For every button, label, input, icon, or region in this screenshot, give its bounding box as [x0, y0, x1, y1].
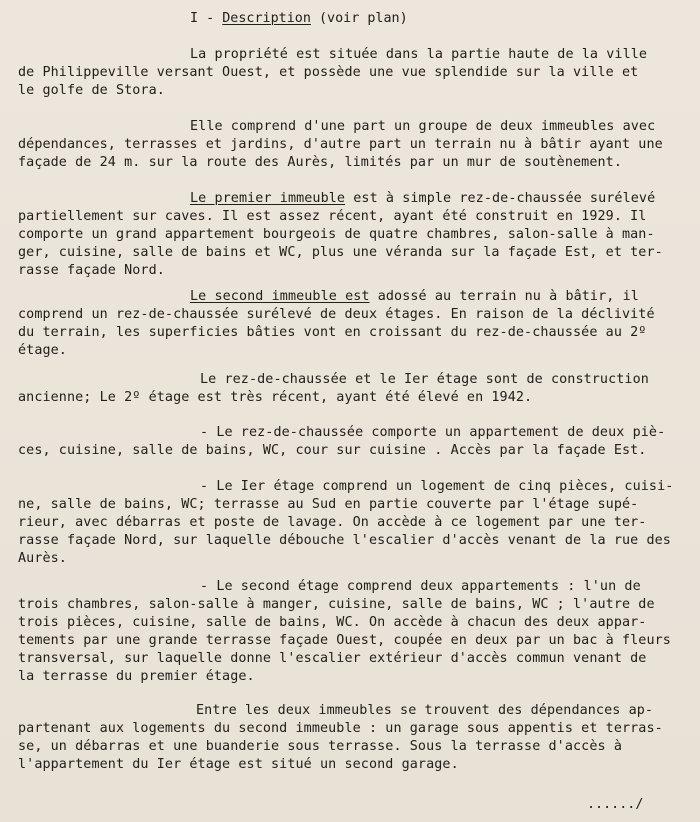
paragraph-3-line-2: partiellement sur caves. Il est assez récent, ayant été construit en 1929. Il	[18, 209, 647, 224]
paragraph-3-line-4: ger, cuisine, salle de bains et WC, plus une véranda sur la façade Est, et ter-	[18, 245, 663, 260]
paragraph-9-line-3: se, un débarras et une buanderie sous terrasse. Sous la terrasse d'accès à	[18, 739, 622, 754]
paragraph-4-line-4: étage.	[18, 343, 67, 358]
first-building-label: Le premier immeuble	[190, 191, 346, 206]
paragraph-7-line-5: Aurès.	[18, 551, 67, 566]
paragraph-9-line-2: partenant aux logements du second immeuble : un garage sous appentis et terras-	[18, 721, 663, 736]
paragraph-8-line-3: trois pièces, cuisine, salle de bains, WC. On accède à chacun des deux appar-	[18, 615, 647, 630]
paragraph-3-line-1-rest: est à simple rez-de-chaussée surélevé	[345, 191, 656, 206]
paragraph-8-line-4: tements par une grande terrasse façade Ouest, coupée en deux par un bac à fleurs	[18, 633, 671, 648]
paragraph-6-line-2: ces, cuisine, salle de bains, WC, cour sur cuisine . Accès par la façade Est.	[18, 443, 647, 458]
paragraph-9-line-4: l'appartement du Ier étage est situé un second garage.	[18, 757, 459, 772]
paragraph-8-line-1: - Le second étage comprend deux appartements : l'un de	[200, 579, 641, 594]
paragraph-8-line-5: transversal, sur laquelle donne l'escalier extérieur d'accès commun venant de	[18, 651, 647, 666]
paragraph-4-line-1-rest: adossé au terrain nu à bâtir, il	[369, 289, 639, 304]
heading-title: Description	[222, 11, 311, 26]
paragraph-1-line-1: La propriété est située dans la partie haute de la ville	[190, 47, 648, 62]
paragraph-9-line-1: Entre les deux immeubles se trouvent des dépendances ap-	[196, 703, 654, 718]
section-heading	[190, 10, 408, 28]
paragraph-8-line-6: la terrasse du premier étage.	[18, 669, 255, 684]
paragraph-6-line-1: - Le rez-de-chaussée comporte un appartement de deux piè-	[200, 425, 666, 440]
second-building-label: Le second immeuble est	[190, 289, 370, 304]
paragraph-1-line-3: le golfe de Stora.	[18, 83, 165, 98]
paragraph-7-line-1: - Le Ier étage comprend un logement de cinq pièces, cuisi-	[200, 479, 674, 494]
paragraph-7-line-4: rasse façade Nord, sur laquelle débouche l'escalier d'accès venant de la rue des	[18, 533, 671, 548]
paragraph-3-line-3: comporte un grand appartement bourgeois de quatre chambres, salon-salle à man-	[18, 227, 655, 242]
paragraph-2-line-2: dépendances, terrasses et jardins, d'autre part un terrain nu à bâtir ayant une	[18, 137, 663, 152]
paragraph-2-line-1: Elle comprend d'une part un groupe de deux immeubles avec	[190, 119, 656, 134]
paragraph-4-line-2: comprend un rez-de-chaussée surélevé de deux étages. En raison de la déclivité	[18, 307, 655, 322]
paragraph-5-line-1: Le rez-de-chaussée et le Ier étage sont de construction	[200, 372, 649, 387]
paragraph-4-line-1	[190, 288, 639, 306]
continuation-mark: ....../	[587, 797, 644, 812]
heading-prefix: I -	[190, 11, 223, 26]
paragraph-5-line-2: ancienne; Le 2º étage est très récent, ayant été élevé en 1942.	[18, 390, 533, 405]
paragraph-4-line-3: du terrain, les superficies bâties vont en croissant du rez-de-chaussée au 2º	[18, 325, 647, 340]
paragraph-7-line-3: rieur, avec débarras et poste de lavage. On accède à ce logement par une ter-	[18, 515, 647, 530]
paragraph-2-line-3: façade de 24 m. sur la route des Aurès, limités par un mur de soutènement.	[18, 155, 622, 170]
paragraph-3-line-5: rasse façade Nord.	[18, 263, 165, 278]
heading-suffix: (voir plan)	[310, 11, 408, 26]
paragraph-3-line-1	[190, 190, 655, 208]
paragraph-8-line-2: trois chambres, salon-salle à manger, cuisine, salle de bains, WC ; l'autre de	[18, 597, 655, 612]
paragraph-7-line-2: ne, salle de bains, WC; terrasse au Sud en partie couverte par l'étage supé-	[18, 497, 639, 512]
paragraph-1-line-2: de Philippeville versant Ouest, et possède une vue splendide sur la ville et	[18, 65, 639, 80]
